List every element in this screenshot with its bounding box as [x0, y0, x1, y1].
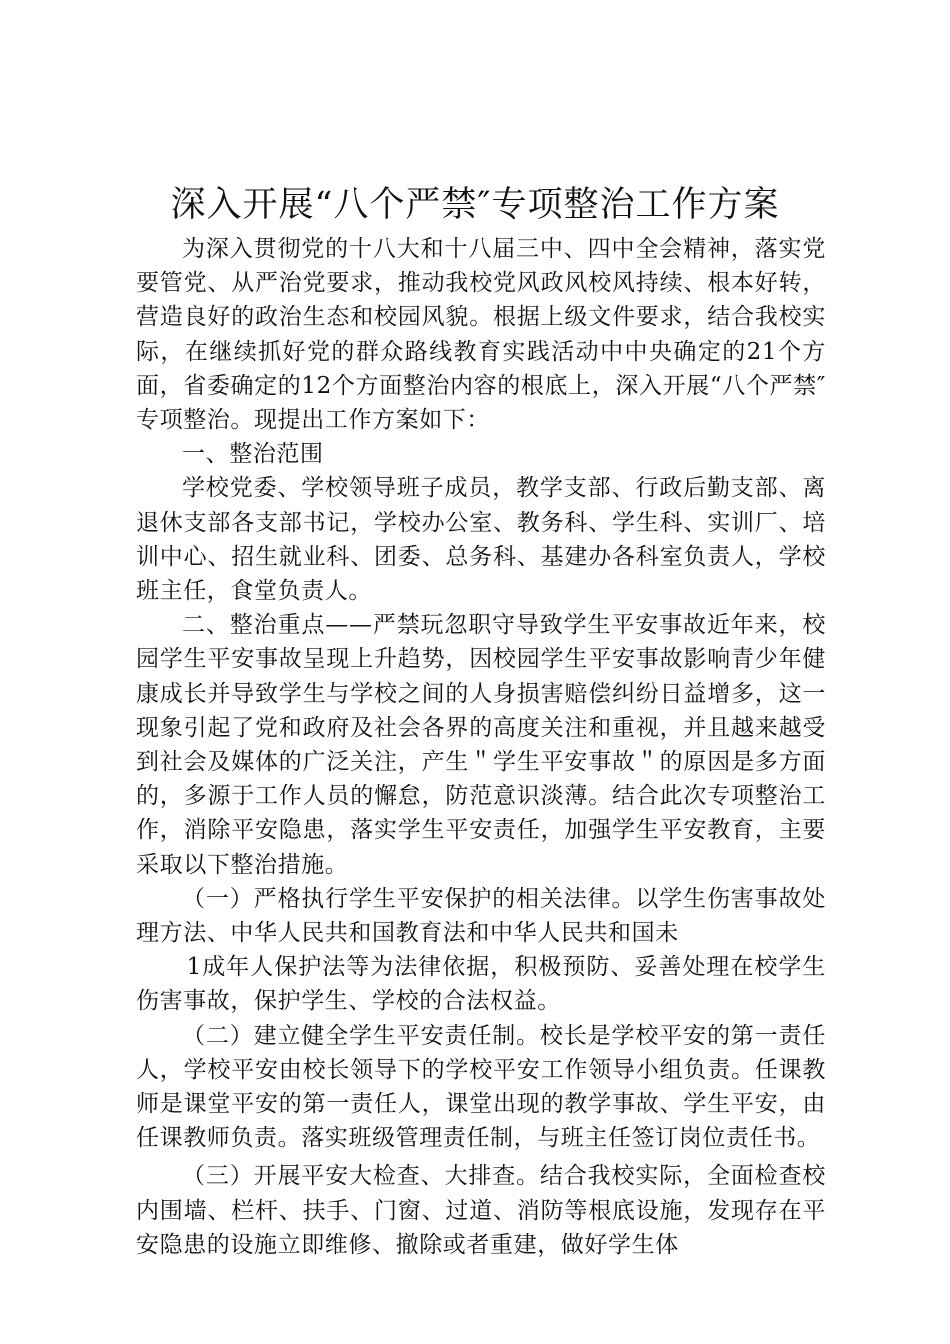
paragraph-measure-1: （一）严格执行学生平安保护的相关法律。以学生伤害事故处理方法、中华人民共和国教育法和中华人民共和国未 — [136, 885, 826, 947]
paragraph-focus: 二、整治重点——严禁玩忽职守导致学生平安事故近年来，校园学生平安事故呈现上升趋势，因校园学生平安事故影响青少年健康成长并导致学生与学校之间的人身损害赔偿纠纷日益增多，这一现象引起了党和政府及社会各界的高度关注和重视，并且越来越受到社会及媒体的广泛关注，产生＂学生平安事故＂的原因是多方面的，多源于工作人员的懈怠，防范意识淡薄。结合此次专项整治工作，消除平安隐患，落实学生平安责任，加强学生平安教育，主要采取以下整治措施。 — [136, 612, 826, 878]
paragraph-scope: 学校党委、学校领导班子成员，教学支部、行政后勤支部、离退休支部各支部书记，学校办公室、教务科、学生科、实训厂、培训中心、招生就业科、团委、总务科、基建办各科室负责人，学校班主任，食堂负责人。 — [136, 475, 826, 605]
paragraph-measure-3: （三）开展平安大检查、大排查。结合我校实际，全面检查校内围墙、栏杆、扶手、门窗、过道、消防等根底设施，发现存在平安隐患的设施立即维修、撤除或者重建，做好学生体 — [136, 1163, 826, 1258]
paragraph-measure-1-continued: 1成年人保护法等为法律依据，积极预防、妥善处理在校学生伤害事故，保护学生、学校的合法权益。 — [136, 954, 826, 1015]
paragraph-measure-2: （二）建立健全学生平安责任制。校长是学校平安的第一责任人，学校平安由校长领导下的学校平安工作领导小组负责。任课教师是课堂平安的第一责任人，课堂出现的教学事故、学生平安，由任课教师负责。落实班级管理责任制，与班主任签订岗位责任书。 — [136, 1022, 826, 1152]
document-title: 深入开展“八个严禁″专项整治工作方案 — [170, 185, 780, 225]
paragraph-intro: 为深入贯彻党的十八大和十八届三中、四中全会精神，落实党要管党、从严治党要求，推动我校党风政风校风持续、根本好转，营造良好的政治生态和校园风貌。根据上级文件要求，结合我校实际，在继续抓好党的群众路线教育实践活动中中央确定的21个方面，省委确定的12个方面整治内容的根底上，深入开展“八个严禁″专项整治。现提出工作方案如下： — [136, 236, 826, 434]
heading-scope: 一、整治范围 — [182, 441, 324, 468]
document-body — [136, 232, 826, 1262]
